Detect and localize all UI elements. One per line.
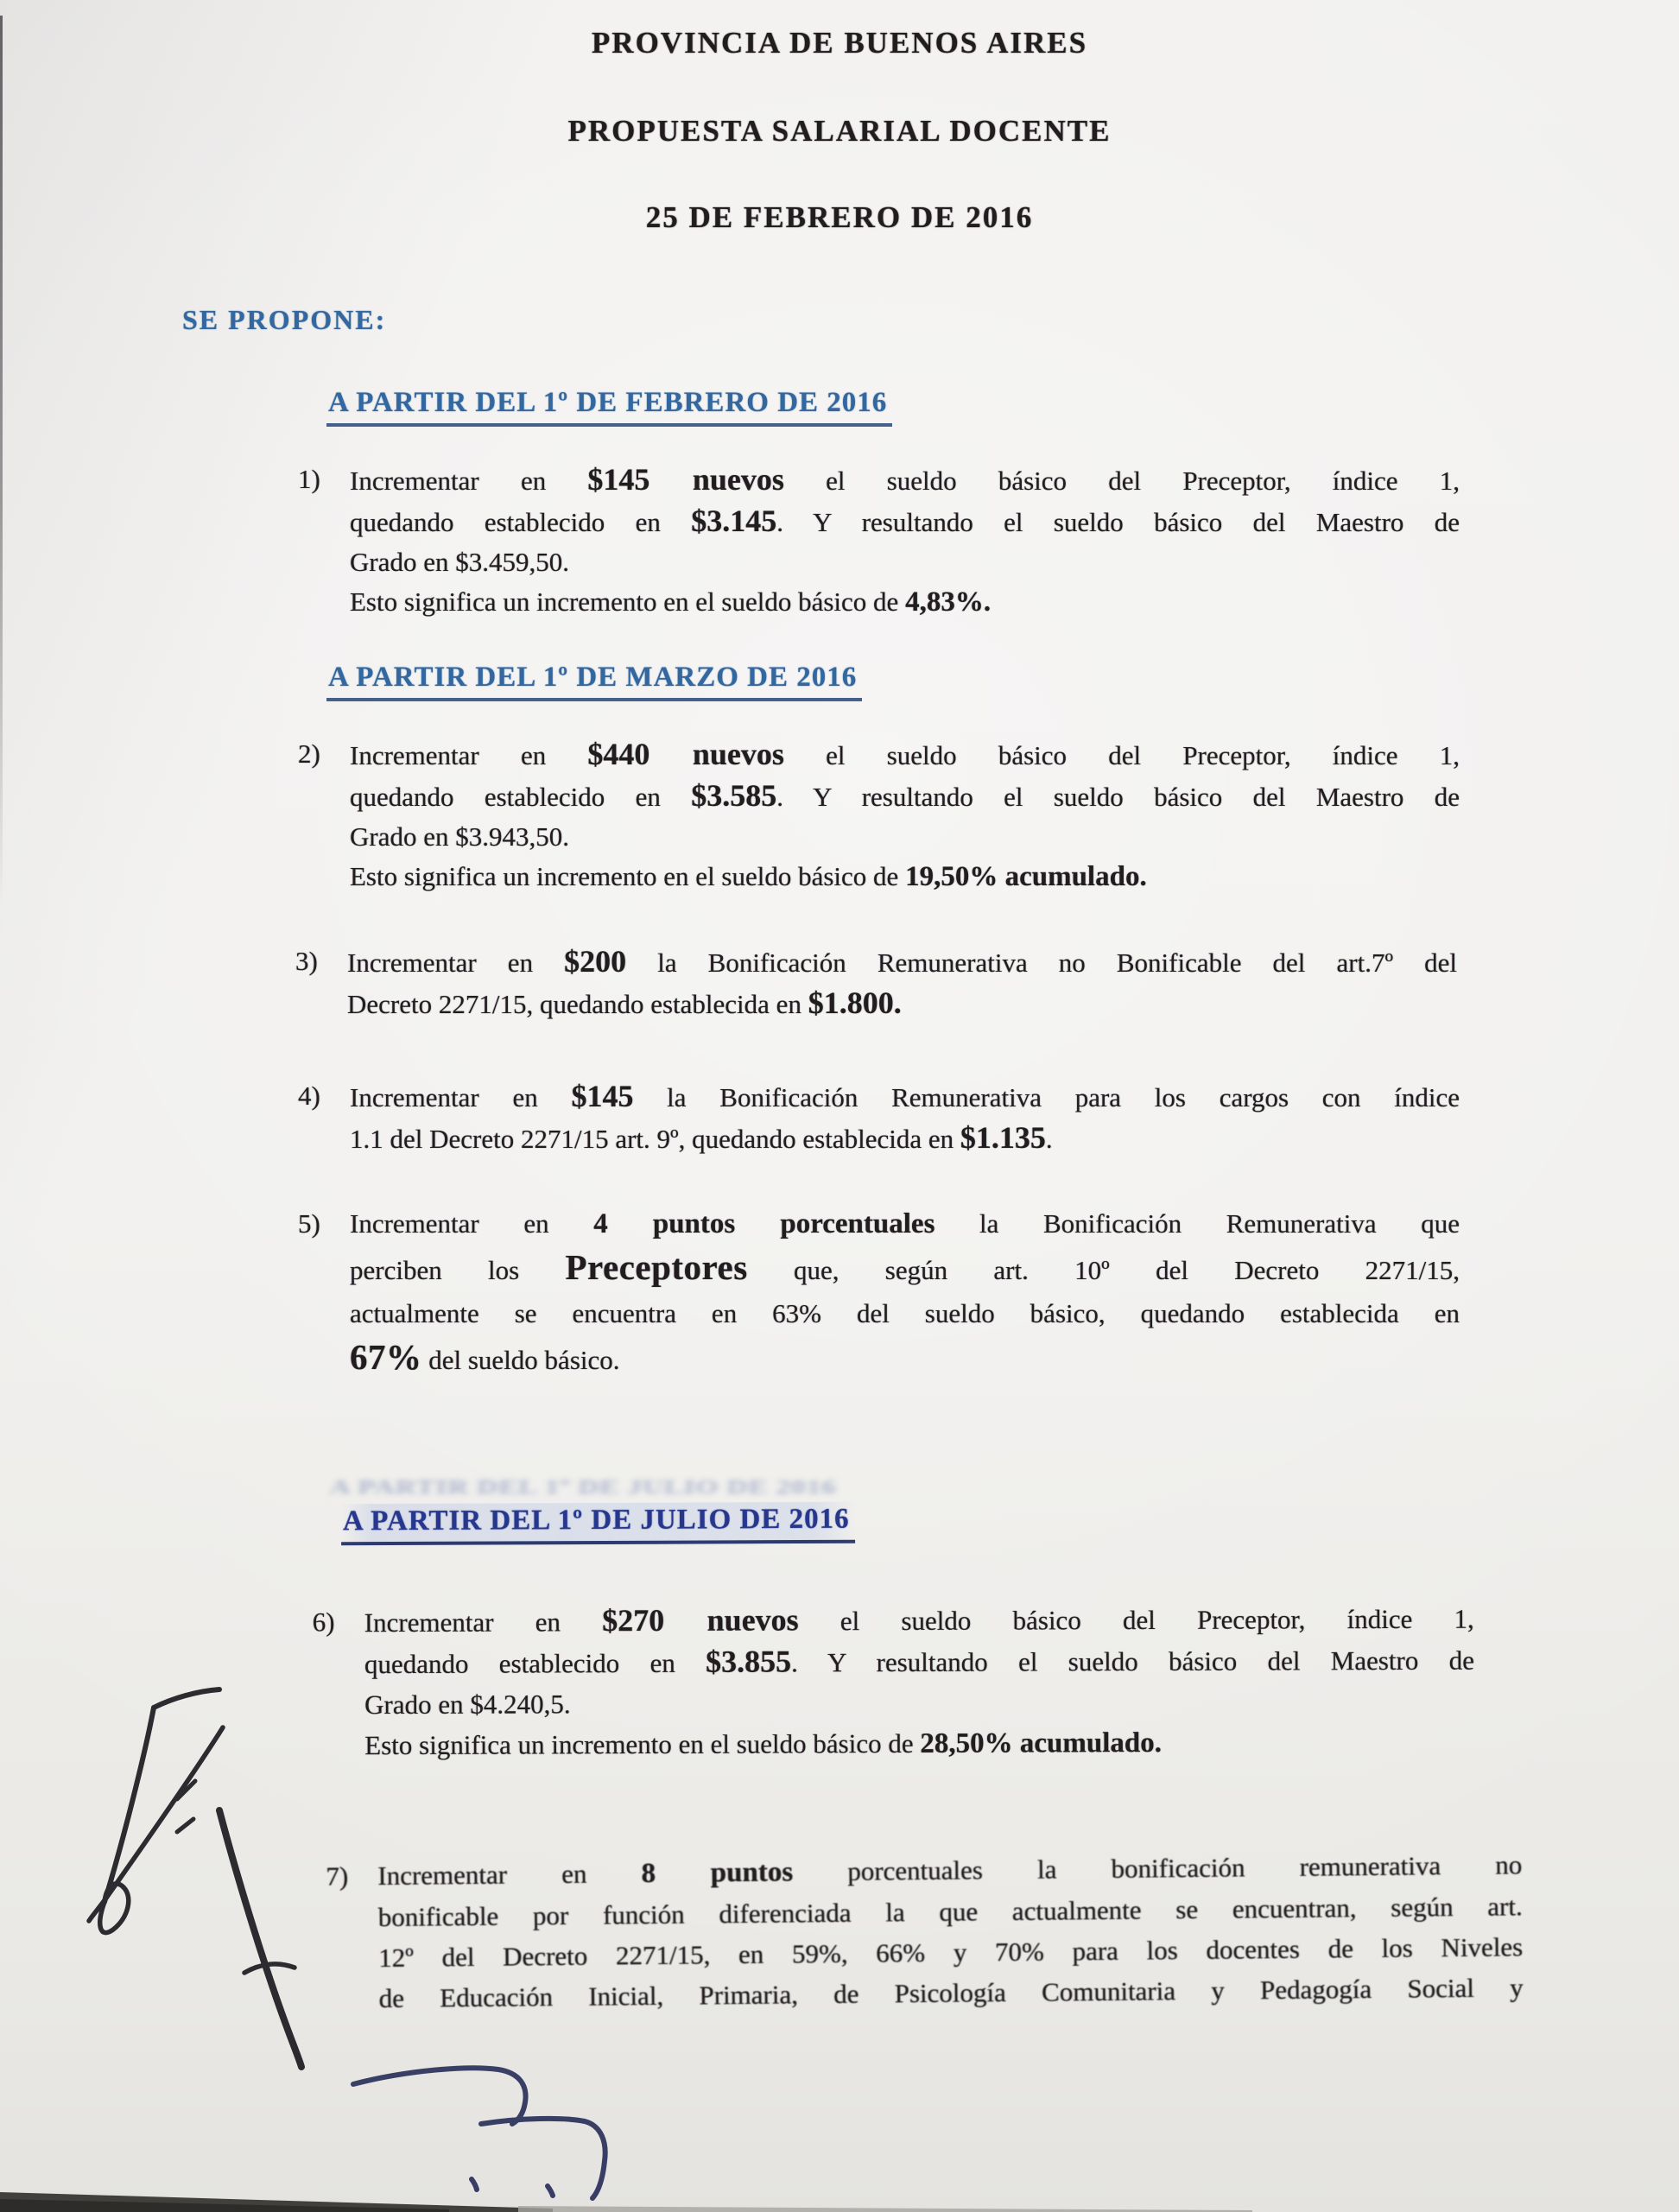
document-date-line: 25 DE FEBRERO DE 2016	[645, 200, 1034, 234]
item-text: Incrementar en $145 la Bonificación Remunerativa para los cargos con índice 1.1 del Decreto 2271/15 art. 9º, quedando establecida en $1.135.	[350, 1079, 1460, 1155]
item-number: 6)	[312, 1607, 335, 1638]
item-number: 1)	[298, 464, 320, 494]
item-number: 2)	[298, 738, 320, 769]
item-text: Incrementar en $200 la Bonificación Remunerativa no Bonificable del art.7º del Decreto 2271/15, quedando establecida en $1.800.	[347, 944, 1457, 1020]
section-heading-marzo: A PARTIR DEL 1º DE MARZO DE 2016	[326, 660, 862, 701]
signature-ink-black	[89, 1689, 301, 2067]
flourish-ink-blue	[353, 2068, 605, 2198]
item-number: 4)	[298, 1081, 320, 1111]
section-heading-febrero: A PARTIR DEL 1º DE FEBRERO DE 2016	[326, 385, 892, 427]
document-title-line-1: PROVINCIA DE BUENOS AIRES	[591, 26, 1088, 60]
item-number: 5)	[298, 1208, 320, 1239]
scan-ghost-of-julio-heading: A PARTIR DEL 1º DE JULIO DE 2016	[329, 1475, 838, 1499]
item-text: Incrementar en $440 nuevos el sueldo básico del Preceptor, índice 1, quedando establecido en $3.585. Y resultando el sueldo básico del Maestro de Grado en $3.943,50. Esto significa un incremento en el sueldo básico de 19,50% acumulado.	[350, 737, 1460, 892]
document-title-line-2: PROPUESTA SALARIAL DOCENTE	[567, 114, 1112, 148]
item-text: Incrementar en 4 puntos porcentuales la Bonificación Remunerativa que perciben los Preceptores que, según art. 10º del Decreto 2271/15, actualmente se encuentra en 63% del sueldo básico, quedando establecida en 67% del sueldo básico.	[350, 1208, 1460, 1377]
item-number: 3)	[295, 946, 318, 976]
item-number: 7)	[326, 1860, 349, 1892]
scan-bottom-edge	[0, 2192, 1252, 2212]
item-text: Incrementar en $270 nuevos el sueldo básico del Preceptor, índice 1, quedando establecido en $3.855. Y resultando el sueldo básico del Maestro de Grado en $4.240,5. Esto significa un incremento en el sueldo básico de 28,50% acumulado.	[364, 1602, 1474, 1761]
section-heading-julio: A PARTIR DEL 1º DE JULIO DE 2016	[341, 1502, 855, 1546]
item-text: Incrementar en 8 puntos porcentuales la bonificación remunerativa no bonificable por función diferenciada la que actualmente se encuentran, según art. 12º del Decreto 2271/15, en 59%, 66% y 70% para los docentes de los Niveles de Educación Inicial, Primaria, de Psicología Comunitaria y Pedagogía Social y	[377, 1849, 1524, 2014]
item-text: Incrementar en $145 nuevos el sueldo básico del Preceptor, índice 1, quedando establecido en $3.145. Y resultando el sueldo básico del Maestro de Grado en $3.459,50. Esto significa un incremento en el sueldo básico de 4,83%.	[350, 462, 1460, 618]
propose-label: SE PROPONE:	[182, 304, 387, 335]
